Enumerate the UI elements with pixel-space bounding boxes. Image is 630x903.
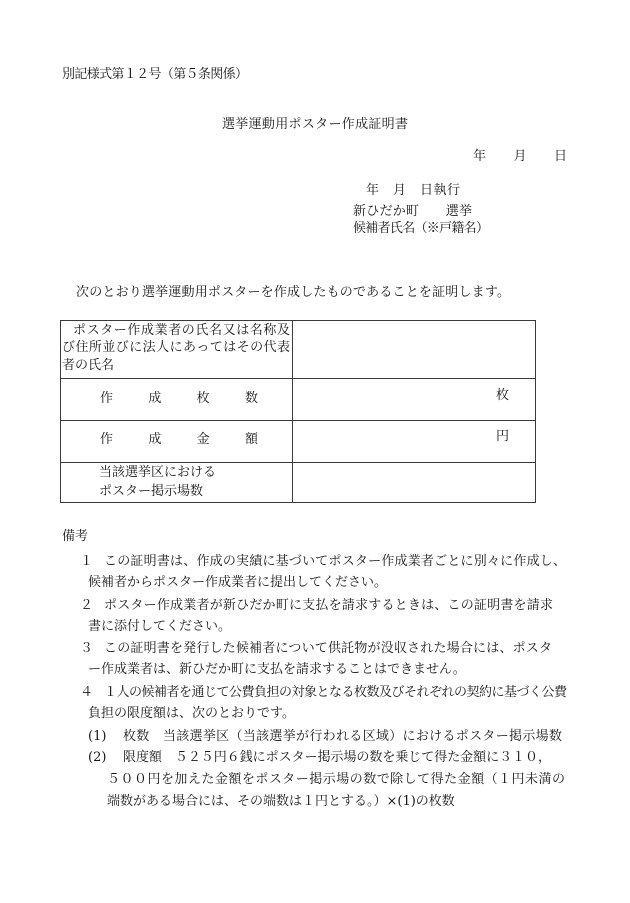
creator-label-cell	[61, 321, 293, 378]
creator-value-cell	[293, 321, 535, 378]
election-date-line: 年 月 日執行	[366, 183, 461, 198]
form-number: 別記様式第１２号（第５条関係）	[62, 67, 248, 82]
issue-date-line: 年 月 日	[473, 149, 568, 164]
amount-label-cell	[61, 420, 293, 462]
note-number: ２	[80, 598, 94, 613]
note-number: ３	[80, 641, 94, 656]
note-line: この証明書を発行した候補者について供託物が没収された場合には、ポスタ	[104, 641, 553, 656]
creator-label-line: び住所並びに法人にあってはその代表	[62, 340, 291, 355]
subitem-line: ５００円を加えた金額をポスター掲示場の数で除して得た金額（１円未満の	[107, 772, 566, 787]
quantity-label-cell	[61, 378, 293, 420]
note-line: ー作成業者は、新ひだか町に支払を請求することはできません。	[88, 662, 466, 677]
subitem-line: 枚数 当該選挙区（当該選挙が行われる区域）におけるポスター掲示場数	[123, 729, 563, 744]
note-line: 負担の限度額は、次のとおりです。	[88, 706, 295, 721]
subitem-line: 限度額 ５２５円６銭にポスター掲示場の数を乗じて得た金額に３１０，	[123, 750, 551, 765]
note-number: ４	[80, 685, 94, 700]
poster-certificate-table	[60, 320, 536, 503]
quantity-value-cell	[293, 378, 535, 420]
table-row-creator	[61, 321, 535, 379]
creator-label-line: 者の氏名	[62, 358, 115, 373]
notes-heading: 備考	[62, 529, 89, 544]
document-title: 選挙運動用ポスター作成証明書	[222, 117, 409, 132]
note-line: 候補者からポスター作成業者に提出してください。	[88, 575, 388, 590]
subitem-number: (1)	[88, 729, 107, 744]
quantity-unit: 枚	[496, 388, 510, 403]
note-line: １人の候補者を通じて公費負担の対象となる枚数及びそれぞれの契約に基づく公費	[104, 685, 567, 700]
subitem-number: (2)	[88, 750, 107, 765]
poster-sites-label-line: ポスター掲示場数	[99, 484, 204, 499]
note-line: 書に添付してください。	[88, 619, 232, 634]
note-number: １	[80, 554, 94, 569]
amount-value-cell	[293, 420, 535, 462]
subitem-line: 端数がある場合には、その端数は１円とする。）×(1)の枚数	[107, 794, 455, 809]
table-row-quantity	[61, 378, 535, 421]
quantity-label: 作 成 枚 数	[100, 391, 262, 406]
poster-sites-label-line: 当該選挙区における	[99, 465, 217, 480]
table-row-amount	[61, 420, 535, 463]
note-line: この証明書は、作成の実績に基づいてポスター作成業者ごとに別々に作成し、	[104, 554, 567, 569]
poster-sites-value-cell	[293, 462, 535, 502]
note-line: ポスター作成業者が新ひだか町に支払を請求するときは、この証明書を請求	[104, 598, 554, 613]
certification-statement: 次のとおり選挙運動用ポスターを作成したものであることを証明します。	[76, 285, 511, 300]
candidate-name-line: 候補者氏名（※戸籍名）	[353, 221, 489, 236]
table-row-poster-sites	[61, 462, 535, 502]
amount-unit: 円	[496, 429, 510, 444]
poster-sites-label-cell	[61, 462, 293, 502]
election-name-line: 新ひだか町 選挙	[353, 204, 473, 219]
creator-label-line: ポスター作成業者の氏名又は名称及	[73, 323, 291, 338]
amount-label: 作 成 金 額	[100, 432, 262, 447]
